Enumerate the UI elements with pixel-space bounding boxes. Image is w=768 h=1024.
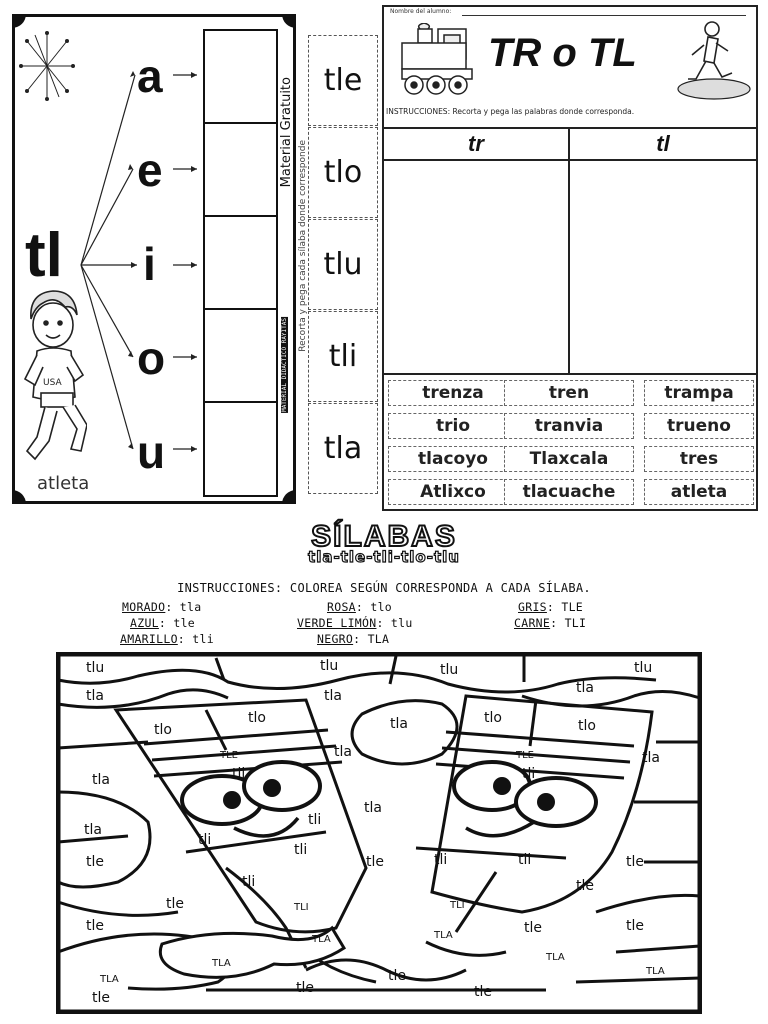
region-label: tli (242, 874, 256, 890)
legend-color-name: MORADO (122, 600, 166, 614)
region-label: TLI (450, 900, 465, 911)
tr-tl-worksheet (382, 5, 758, 511)
legend-item: NEGRO: TLA (317, 632, 390, 646)
column-header-tl: tl (570, 129, 756, 161)
legend-syllable: tlo (370, 600, 393, 614)
corner-ornament (12, 490, 26, 504)
big-syllable: tl (25, 221, 63, 290)
region-label: tle (166, 896, 184, 912)
name-line-label: Nombre del alumno: (390, 8, 452, 15)
legend-syllable: TLI (564, 616, 587, 630)
region-label: tlu (634, 660, 653, 676)
region-label: tlo (154, 722, 172, 738)
region-label: tli (198, 832, 212, 848)
word-card[interactable]: tres (644, 446, 754, 472)
worksheet-instructions: INSTRUCCIONES: Recorta y pega las palabras donde corresponda. (386, 107, 635, 116)
region-label: tlu (440, 662, 459, 678)
region-label: TLA (434, 930, 453, 941)
word-card[interactable]: tranvia (504, 413, 634, 439)
region-label: tla (334, 744, 352, 760)
paste-area-tr[interactable] (384, 161, 570, 373)
paste-box[interactable] (205, 310, 276, 403)
column-header-tr: tr (384, 129, 570, 161)
coloring-instructions: INSTRUCCIONES: COLOREA SEGÚN CORRESPONDA A CADA SÍLABA. (177, 581, 591, 595)
name-line[interactable] (462, 15, 746, 16)
brand-vertical-text: Material Gratuito (279, 77, 294, 188)
region-label: tli (294, 842, 308, 858)
region-label: tlo (248, 710, 266, 726)
region-label: TLA (100, 974, 119, 985)
illustration-caption: atleta (37, 473, 90, 494)
coloring-picture (56, 652, 702, 1014)
region-label: tli (522, 766, 536, 782)
region-label: TLA (212, 958, 231, 969)
cutout-syllable[interactable]: tle (308, 35, 378, 126)
word-card[interactable]: trenza (388, 380, 518, 406)
region-label: tli (434, 852, 448, 868)
vowel-i: i (143, 238, 156, 290)
vowel-u: u (137, 426, 166, 478)
region-label: tle (626, 918, 644, 934)
legend-item: VERDE LIMÓN: tlu (297, 616, 413, 630)
legend-item: GRIS: TLE (518, 600, 584, 614)
region-label: tli (308, 812, 322, 828)
region-label: tla (92, 772, 110, 788)
vowel-a: a (137, 50, 163, 102)
region-label: tle (524, 920, 542, 936)
region-label: tle (626, 854, 644, 870)
corner-ornament (282, 14, 296, 28)
legend-color-name: NEGRO (317, 632, 354, 646)
legend-color-name: ROSA (327, 600, 356, 614)
region-label: TLA (646, 966, 665, 977)
legend-item: AZUL: tle (130, 616, 196, 630)
word-card[interactable]: trio (388, 413, 518, 439)
region-label: TLE (220, 750, 238, 761)
instructions-vertical-text: Recorta y pega cada sílaba donde corresponde (298, 140, 308, 352)
region-label: TLA (312, 934, 331, 945)
paste-box[interactable] (205, 403, 276, 496)
region-label: tle (366, 854, 384, 870)
word-card[interactable]: trueno (644, 413, 754, 439)
paste-area-tl[interactable] (570, 161, 756, 373)
paste-box[interactable] (205, 124, 276, 217)
region-label: tle (576, 878, 594, 894)
word-card[interactable]: atleta (644, 479, 754, 505)
region-label: tlu (86, 660, 105, 676)
region-label: TLE (516, 750, 534, 761)
vowel-e: e (137, 144, 163, 196)
region-label: tli (518, 852, 532, 868)
train-icon (398, 23, 478, 99)
region-label: tla (576, 680, 594, 696)
corner-ornament (282, 490, 296, 504)
region-label: TLI (294, 902, 309, 913)
region-label: tle (296, 980, 314, 996)
branch-arrows (75, 57, 205, 477)
word-card[interactable]: tlacuache (504, 479, 634, 505)
sort-table (384, 127, 756, 375)
running-child-illustration (17, 289, 87, 471)
word-card[interactable]: tren (504, 380, 634, 406)
region-label: tla (364, 800, 382, 816)
legend-color-name: AZUL (130, 616, 159, 630)
region-label: tlo (578, 718, 596, 734)
legend-syllable: tle (173, 616, 196, 630)
cutout-syllable[interactable]: tli (308, 311, 378, 402)
credit-vertical-text: MATERIAL DIDÁCTICO RAYITAS (281, 318, 288, 412)
svg-text:USA: USA (43, 378, 62, 388)
cutout-syllable[interactable]: tlu (308, 219, 378, 310)
silabas-title: SÍLABAS (311, 520, 457, 553)
paste-box[interactable] (205, 31, 276, 124)
legend-syllable: TLA (367, 632, 390, 646)
runner-icon (674, 17, 754, 105)
legend-color-name: VERDE LIMÓN (297, 616, 377, 630)
worksheet-title: TR o TL (488, 31, 637, 75)
region-label: tle (86, 854, 104, 870)
word-card[interactable]: trampa (644, 380, 754, 406)
legend-syllable: tla (179, 600, 202, 614)
legend-item: AMARILLO: tli (120, 632, 214, 646)
legend-color-name: GRIS (518, 600, 547, 614)
region-label: tle (92, 990, 110, 1006)
word-card[interactable]: tlacoyo (388, 446, 518, 472)
legend-syllable: TLE (561, 600, 584, 614)
region-label: tle (86, 918, 104, 934)
legend-color-name: CARNE (514, 616, 551, 630)
word-card[interactable]: Atlixco (388, 479, 518, 505)
sunburst-icon (19, 31, 75, 101)
legend-item: MORADO: tla (122, 600, 202, 614)
vowel-o: o (137, 332, 166, 384)
tl-vowel-worksheet (12, 14, 296, 504)
paste-box[interactable] (205, 217, 276, 310)
word-card[interactable]: Tlaxcala (504, 446, 634, 472)
region-label: tlu (320, 658, 339, 674)
region-label: tla (86, 688, 104, 704)
region-label: TLA (546, 952, 565, 963)
legend-syllable: tli (192, 632, 214, 646)
cutout-syllable[interactable]: tla (308, 403, 378, 494)
region-label: tle (474, 984, 492, 1000)
legend-item: CARNE: TLI (514, 616, 587, 630)
region-label: tlo (484, 710, 502, 726)
region-label: tla (390, 716, 408, 732)
silabas-subtitle: tla-tle-tli-tlo-tlu (308, 548, 460, 566)
paste-boxes (203, 29, 278, 497)
region-label: tla (642, 750, 660, 766)
region-label: tle (388, 968, 406, 984)
legend-syllable: tlu (390, 616, 413, 630)
region-label: tla (324, 688, 342, 704)
region-label: tli (232, 766, 246, 782)
legend-item: ROSA: tlo (327, 600, 393, 614)
region-label: tla (84, 822, 102, 838)
cutout-syllable[interactable]: tlo (308, 127, 378, 218)
legend-color-name: AMARILLO (120, 632, 178, 646)
corner-ornament (12, 14, 26, 28)
